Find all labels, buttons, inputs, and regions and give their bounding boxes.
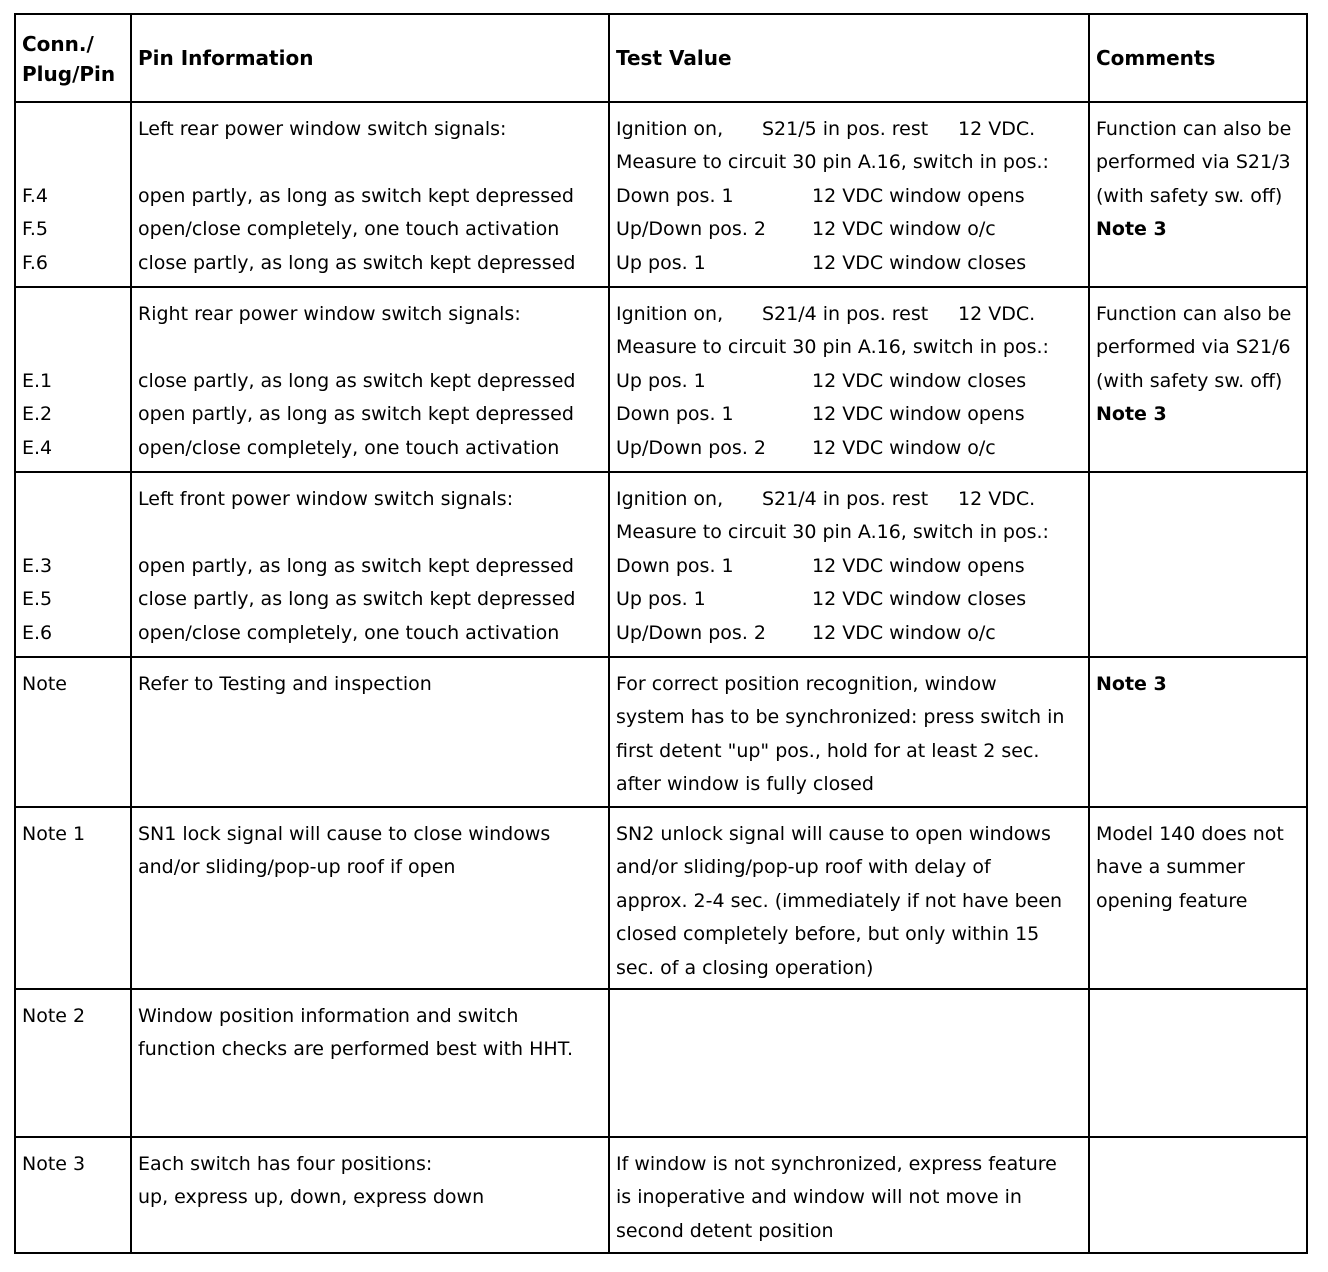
ignition-line: Ignition on, S21/4 in pos. rest 12 VDC. [616, 303, 1036, 325]
pin-information-cell [131, 287, 609, 472]
pin-info: close partly, as long as switch kept depressed [138, 369, 576, 392]
pin-label: F.6 [22, 251, 49, 274]
note-info-cell: Window position information and switch function checks are performed best with HHT. [131, 989, 609, 1137]
test-value-line: Up pos. 1 12 VDC window closes [616, 251, 1027, 274]
note-label: Note 2 [15, 989, 131, 1137]
pin-test-table [14, 13, 1308, 1254]
pin-info: open/close completely, one touch activation [138, 621, 560, 644]
test-value-cell [609, 287, 1089, 472]
note-test-cell: For correct position recognition, window system has to be synchronized: press switch in first detent "up" pos., hold for at least 2 sec. after window is fully closed [609, 657, 1089, 807]
group-title: Left front power window switch signals: [138, 488, 514, 510]
table-row [15, 472, 1307, 657]
header-pin-information: Pin Information [131, 14, 609, 102]
pin-info: open partly, as long as switch kept depressed [138, 554, 574, 577]
header-row [15, 14, 1307, 102]
test-value-cell [609, 472, 1089, 657]
comments-cell: Function can also be performed via S21/3 (with safety sw. off) Note 3 [1089, 102, 1307, 287]
table-row [15, 287, 1307, 472]
test-value-line: Down pos. 1 12 VDC window opens [616, 554, 1025, 577]
note-comments-cell: Model 140 does not have a summer opening feature [1089, 807, 1307, 989]
note-info-cell: Refer to Testing and inspection [131, 657, 609, 807]
measure-line: Measure to circuit 30 pin A.16, switch in pos.: [616, 151, 1049, 174]
ignition-line: Ignition on, S21/4 in pos. rest 12 VDC. [616, 488, 1036, 510]
header-conn [15, 14, 131, 102]
table-row [15, 102, 1307, 287]
pin-information-cell [131, 472, 609, 657]
table-row [15, 657, 1307, 807]
header-conn-line2: Plug/Pin [22, 62, 116, 86]
comments-cell [1089, 472, 1307, 657]
comment-note-ref: Note 3 [1096, 218, 1167, 241]
test-value-cell [609, 102, 1089, 287]
header-test-value: Test Value [609, 14, 1089, 102]
ignition-line: Ignition on, S21/5 in pos. rest 12 VDC. [616, 118, 1036, 140]
conn-pin-cell [15, 287, 131, 472]
pin-info: close partly, as long as switch kept depressed [138, 251, 576, 274]
test-value-line: Up pos. 1 12 VDC window closes [616, 588, 1027, 611]
test-value-line: Down pos. 1 12 VDC window opens [616, 184, 1025, 207]
group-title: Left rear power window switch signals: [138, 118, 507, 140]
note-label: Note 3 [15, 1137, 131, 1253]
header-conn-line1: Conn./ [22, 32, 94, 56]
measure-line: Measure to circuit 30 pin A.16, switch in pos.: [616, 521, 1049, 544]
measure-line: Measure to circuit 30 pin A.16, switch in pos.: [616, 336, 1049, 359]
test-value-line: Down pos. 1 12 VDC window opens [616, 403, 1025, 426]
pin-info: open partly, as long as switch kept depressed [138, 403, 574, 426]
note-comments-cell [1089, 989, 1307, 1137]
group-title: Right rear power window switch signals: [138, 303, 521, 325]
note-comments-cell [1089, 1137, 1307, 1253]
pin-label: F.5 [22, 218, 49, 241]
pin-label: E.4 [22, 436, 53, 459]
test-value-line: Up/Down pos. 2 12 VDC window o/c [616, 621, 996, 644]
table-row [15, 989, 1307, 1137]
test-value-line: Up/Down pos. 2 12 VDC window o/c [616, 436, 996, 459]
conn-pin-cell [15, 102, 131, 287]
pin-info: open/close completely, one touch activation [138, 436, 560, 459]
pin-info: close partly, as long as switch kept depressed [138, 588, 576, 611]
comments-cell: Function can also be performed via S21/6 (with safety sw. off) Note 3 [1089, 287, 1307, 472]
pin-label: E.3 [22, 554, 53, 577]
note-label: Note [15, 657, 131, 807]
test-value-line: Up pos. 1 12 VDC window closes [616, 369, 1027, 392]
pin-label: E.5 [22, 588, 53, 611]
pin-info: open/close completely, one touch activation [138, 218, 560, 241]
test-value-line: Up/Down pos. 2 12 VDC window o/c [616, 218, 996, 241]
conn-pin-cell [15, 472, 131, 657]
note-info-cell: Each switch has four positions: up, express up, down, express down [131, 1137, 609, 1253]
note-test-cell [609, 989, 1089, 1137]
pin-label: E.6 [22, 621, 53, 644]
pin-label: E.2 [22, 403, 53, 426]
table-row [15, 807, 1307, 989]
note-test-cell: If window is not synchronized, express feature is inoperative and window will not move in second detent position [609, 1137, 1089, 1253]
note-comments-cell: Note 3 [1089, 657, 1307, 807]
comment-note-ref: Note 3 [1096, 403, 1167, 426]
header-comments: Comments [1089, 14, 1307, 102]
note-info-cell: SN1 lock signal will cause to close windows and/or sliding/pop-up roof if open [131, 807, 609, 989]
pin-label: E.1 [22, 369, 53, 392]
note-test-cell: SN2 unlock signal will cause to open windows and/or sliding/pop-up roof with delay of approx. 2-4 sec. (immediately if not have been closed completely before, but only within 15 sec. of a closing operation) [609, 807, 1089, 989]
pin-information-cell [131, 102, 609, 287]
pin-label: F.4 [22, 184, 49, 207]
note-label: Note 1 [15, 807, 131, 989]
pin-info: open partly, as long as switch kept depressed [138, 184, 574, 207]
table-row [15, 1137, 1307, 1253]
